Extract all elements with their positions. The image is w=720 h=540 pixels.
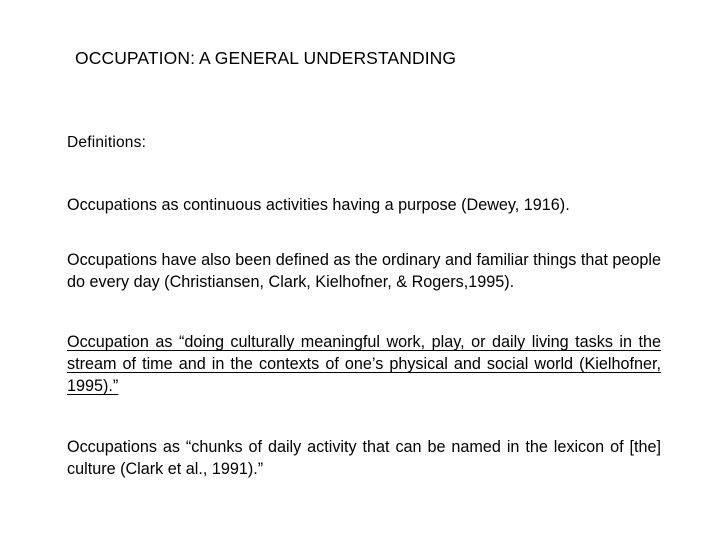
slide-title: OCCUPATION: A GENERAL UNDERSTANDING: [75, 48, 457, 68]
definitions-heading: Definitions:: [67, 134, 147, 151]
definition-dewey: Occupations as continuous activities having a purpose (Dewey, 1916).: [67, 196, 570, 214]
definition-kielhofner: Occupation as “doing culturally meaningful work, play, or daily living tasks in the stream of time and in the contexts of one’s physical and social world (Kielhofner, 1995).”: [67, 333, 661, 395]
definition-clark: Occupations as “chunks of daily activity that can be named in the lexicon of [the] culture (Clark et al., 1991).”: [67, 438, 661, 478]
definition-christiansen: Occupations have also been defined as the ordinary and familiar things that people do every day (Christiansen, Clark, Kielhofner, & Rogers,1995).: [67, 251, 661, 291]
